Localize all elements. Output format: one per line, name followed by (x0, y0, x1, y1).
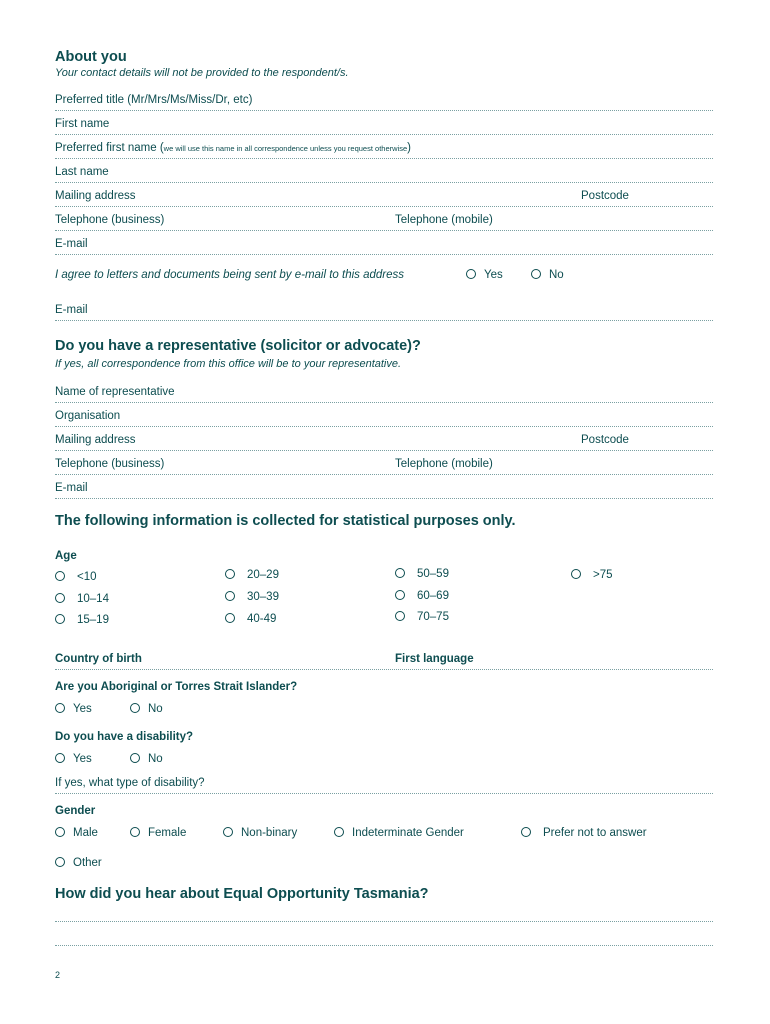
disability-yes-radio[interactable] (55, 753, 92, 765)
age-70-75-radio[interactable] (395, 611, 449, 623)
rep-mailing-address-label: Mailing address (55, 434, 136, 446)
radio-circle-icon (55, 703, 65, 713)
representative-subtitle: If yes, all correspondence from this office will be to your representative. (55, 358, 402, 370)
rep-organisation-label: Organisation (55, 410, 121, 422)
radio-circle-icon (55, 571, 65, 581)
rep-organisation-field[interactable] (55, 426, 713, 427)
first-name-label: First name (55, 118, 110, 130)
tel-mobile-label: Telephone (mobile) (395, 214, 493, 226)
disability-type-field[interactable] (55, 793, 713, 794)
radio-label: Non-binary (241, 827, 298, 839)
rep-mailing-address-field[interactable] (55, 450, 713, 451)
rep-tel-business-label: Telephone (business) (55, 458, 165, 470)
age-30-39-radio[interactable] (225, 591, 279, 603)
page-number: 2 (55, 970, 61, 980)
email-field[interactable] (55, 254, 713, 255)
radio-circle-icon (130, 703, 140, 713)
radio-label: Yes (73, 703, 92, 715)
email-consent-text: I agree to letters and documents being sent by e-mail to this address (55, 269, 405, 281)
radio-label: 20–29 (247, 569, 279, 581)
rep-name-label: Name of representative (55, 386, 175, 398)
preferred-first-name-text: Preferred first name ( (55, 142, 164, 154)
radio-circle-icon (223, 827, 233, 837)
radio-label: 70–75 (417, 611, 449, 623)
radio-circle-icon (130, 827, 140, 837)
aboriginal-no-radio[interactable] (130, 703, 163, 715)
mailing-address-field[interactable] (55, 206, 713, 207)
disability-no-radio[interactable] (130, 753, 163, 765)
telephone-field[interactable] (55, 230, 713, 231)
gender-other-radio[interactable] (55, 857, 102, 869)
radio-label: Yes (73, 753, 92, 765)
gender-label: Gender (55, 805, 96, 817)
radio-label: Male (73, 827, 98, 839)
preferred-title-label: Preferred title (Mr/Mrs/Ms/Miss/Dr, etc) (55, 94, 253, 106)
radio-label: 30–39 (247, 591, 279, 603)
radio-circle-icon (55, 753, 65, 763)
radio-circle-icon (466, 269, 476, 279)
age-label: Age (55, 550, 77, 562)
about-heading: About you (55, 49, 127, 65)
country-of-birth-label: Country of birth (55, 653, 142, 665)
age-10-14-radio[interactable] (55, 593, 109, 605)
radio-circle-icon (395, 568, 405, 578)
radio-label: 10–14 (77, 593, 109, 605)
radio-label: Indeterminate Gender (352, 827, 464, 839)
gender-male-radio[interactable] (55, 827, 98, 839)
age-15-19-radio[interactable] (55, 614, 109, 626)
hear-about-heading: How did you hear about Equal Opportunity Tasmania? (55, 886, 429, 902)
aboriginal-yes-radio[interactable] (55, 703, 92, 715)
radio-label: Prefer not to answer (543, 827, 647, 839)
country-language-field[interactable] (55, 669, 713, 670)
gender-indeterminate-radio[interactable] (334, 827, 464, 839)
radio-circle-icon (55, 593, 65, 603)
radio-label: 50–59 (417, 568, 449, 580)
disability-type-label: If yes, what type of disability? (55, 777, 205, 789)
about-subtitle: Your contact details will not be provided to the respondent/s. (55, 67, 349, 79)
radio-circle-icon (55, 857, 65, 867)
rep-postcode-label: Postcode (581, 434, 629, 446)
age-40-49-radio[interactable] (225, 613, 276, 625)
radio-label: >75 (593, 569, 613, 581)
last-name-field[interactable] (55, 182, 713, 183)
email-consent-no-radio[interactable] (531, 269, 564, 281)
rep-tel-mobile-label: Telephone (mobile) (395, 458, 493, 470)
radio-circle-icon (130, 753, 140, 763)
first-name-field[interactable] (55, 134, 713, 135)
age-under-10-radio[interactable] (55, 571, 97, 583)
mailing-address-label: Mailing address (55, 190, 136, 202)
preferred-first-name-note: we will use this name in all correspondence unless you request otherwise (163, 144, 408, 153)
age-60-69-radio[interactable] (395, 590, 449, 602)
radio-circle-icon (225, 569, 235, 579)
radio-label: 60–69 (417, 590, 449, 602)
aboriginal-question: Are you Aboriginal or Torres Strait Islander? (55, 681, 298, 693)
radio-label: 15–19 (77, 614, 109, 626)
radio-label: No (148, 703, 163, 715)
radio-label: 40-49 (247, 613, 277, 625)
statistics-heading: The following information is collected for statistical purposes only. (55, 513, 516, 529)
tel-business-label: Telephone (business) (55, 214, 165, 226)
radio-circle-icon (521, 827, 531, 837)
rep-name-field[interactable] (55, 402, 713, 403)
radio-label: Female (148, 827, 187, 839)
email-2-field[interactable] (55, 320, 713, 321)
radio-circle-icon (225, 591, 235, 601)
disability-question: Do you have a disability? (55, 731, 194, 743)
gender-nonbinary-radio[interactable] (223, 827, 297, 839)
rep-email-field[interactable] (55, 498, 713, 499)
hear-about-field-line-2[interactable] (55, 945, 713, 946)
age-50-59-radio[interactable] (395, 568, 449, 580)
radio-circle-icon (395, 611, 405, 621)
radio-label: No (148, 753, 163, 765)
radio-circle-icon (55, 614, 65, 624)
rep-telephone-field[interactable] (55, 474, 713, 475)
radio-label: No (549, 269, 564, 281)
preferred-first-name-close: ) (407, 142, 411, 154)
radio-circle-icon (334, 827, 344, 837)
age-20-29-radio[interactable] (225, 569, 279, 581)
representative-heading: Do you have a representative (solicitor or advocate)? (55, 338, 421, 354)
email-consent-yes-radio[interactable] (466, 269, 503, 281)
preferred-title-field[interactable] (55, 110, 713, 111)
preferred-first-name-label (55, 142, 411, 154)
first-language-label: First language (395, 653, 474, 665)
last-name-label: Last name (55, 166, 109, 178)
email-label: E-mail (55, 238, 88, 250)
radio-circle-icon (395, 590, 405, 600)
email-2-label: E-mail (55, 304, 88, 316)
radio-circle-icon (55, 827, 65, 837)
radio-label: Yes (484, 269, 503, 281)
radio-circle-icon (571, 569, 581, 579)
radio-label: Other (73, 857, 102, 869)
radio-label: <10 (77, 571, 97, 583)
preferred-first-name-field[interactable] (55, 158, 713, 159)
hear-about-field-line-1[interactable] (55, 921, 713, 922)
gender-female-radio[interactable] (130, 827, 186, 839)
gender-prefer-not-radio[interactable] (521, 827, 647, 839)
radio-circle-icon (531, 269, 541, 279)
radio-circle-icon (225, 613, 235, 623)
age-over-75-radio[interactable] (571, 569, 613, 581)
rep-email-label: E-mail (55, 482, 88, 494)
postcode-label: Postcode (581, 190, 629, 202)
